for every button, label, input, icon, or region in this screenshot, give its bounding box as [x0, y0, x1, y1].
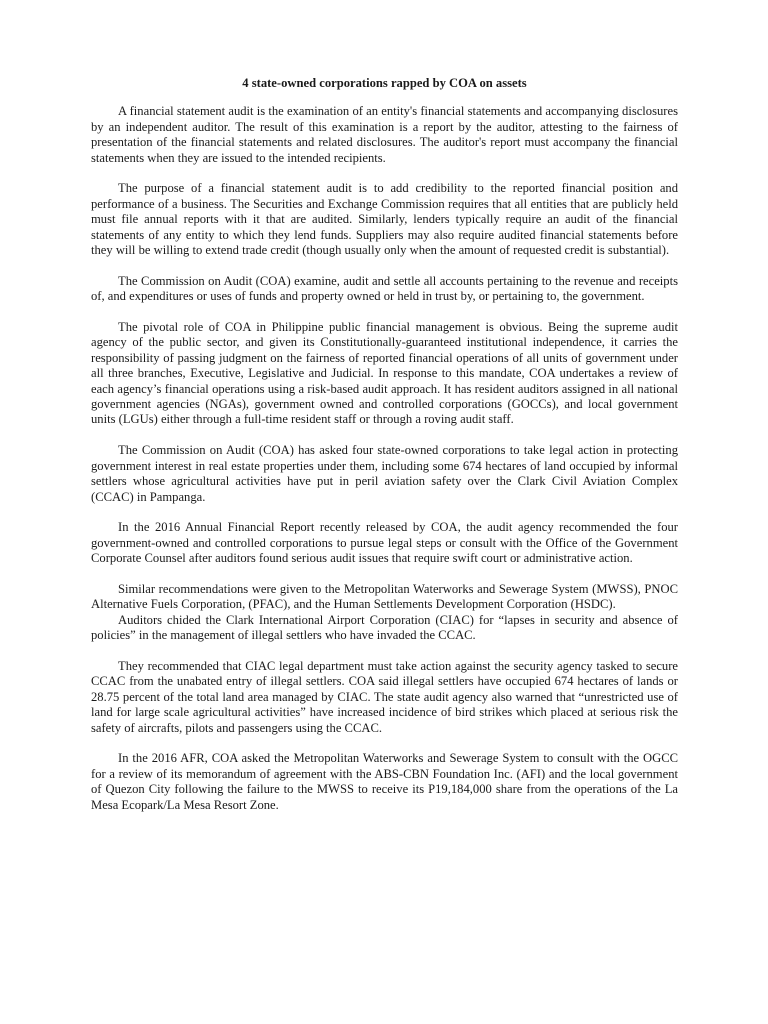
paragraph-coa-role: The pivotal role of COA in Philippine public financial management is obvious. Being the supreme audit agency of the public sector, and given its Constitutionally-guaranteed institutional independence, it carries the responsibility of passing judgment on the fairness of reported financial operations of all units of government under all three branches, Executive, Legislative and Judicial. In response to this mandate, COA undertakes a review of each agency’s financial operations using a risk-based audit approach. It has resident auditors assigned in all national government agencies (NGAs), government owned and controlled corporations (GOCCs), and local government units (LGUs) either through a full-time resident staff or through a roving audit staff. [91, 320, 678, 427]
paragraph-audit-definition: A financial statement audit is the examination of an entity's financial statements and accompanying disclosures by an independent auditor. The result of this examination is a report by the auditor, attesting to the fairness of presentation of the financial statements and related disclosures. The auditor's report must accompany the financial statements when they are issued to the intended recipients. [91, 104, 678, 165]
document-page [91, 76, 678, 828]
paragraph-coa-mandate: The Commission on Audit (COA) examine, audit and settle all accounts pertaining to the revenue and receipts of, and expenditures or uses of funds and property owned or held in trust by, or pertaining to, the government. [91, 273, 678, 304]
paragraph-ciac-recommendation: They recommended that CIAC legal department must take action against the security agency tasked to secure CCAC from the unabated entry of illegal settlers. COA said illegal settlers have occupied 674 hectares of lands or 28.75 percent of the total land area managed by CIAC. The state audit agency also warned that “unrestricted use of land for large scale agricultural activities” have increased incidence of bird strikes which placed at serious risk the safety of aircrafts, pilots and passengers using the CCAC. [91, 658, 678, 735]
paragraph-legal-action: The Commission on Audit (COA) has asked four state-owned corporations to take legal action in protecting government interest in real estate properties under them, including some 674 hectares of land occupied by informal settlers whose agricultural activities have put in peril aviation safety over the Clark Civil Aviation Complex (CCAC) in Pampanga. [91, 443, 678, 504]
paragraph-annual-report: In the 2016 Annual Financial Report recently released by COA, the audit agency recommended the four government-owned and controlled corporations to pursue legal steps or consult with the Office of the Government Corporate Counsel after auditors found serious audit issues that require swift court or administrative action. [91, 520, 678, 566]
paragraph-audit-purpose: The purpose of a financial statement audit is to add credibility to the reported financial position and performance of a business. The Securities and Exchange Commission requires that all entities that are publicly held must file annual reports with it that are audited. Similarly, lenders typically require an audit of the financial statements of any entity to which they lend funds. Suppliers may also require audited financial statements before they will be willing to extend trade credit (though usually only when the amount of requested credit is substantial). [91, 181, 678, 258]
document-title: 4 state-owned corporations rapped by COA on assets [242, 76, 527, 90]
paragraph-ciac-lapses: Auditors chided the Clark International Airport Corporation (CIAC) for “lapses in security and absence of policies” in the management of illegal settlers who have invaded the CCAC. [91, 612, 678, 643]
paragraph-mwss-afr: In the 2016 AFR, COA asked the Metropolitan Waterworks and Sewerage System to consult with the OGCC for a review of its memorandum of agreement with the ABS-CBN Foundation Inc. (AFI) and the local government of Quezon City following the failure to the MWSS to receive its P19,184,000 share from the operations of the La Mesa Ecopark/La Mesa Resort Zone. [91, 751, 678, 812]
paragraph-similar-recommendations: Similar recommendations were given to the Metropolitan Waterworks and Sewerage System (MWSS), PNOC Alternative Fuels Corporation, (PFAC), and the Human Settlements Development Corporation (HSDC). [91, 581, 678, 612]
